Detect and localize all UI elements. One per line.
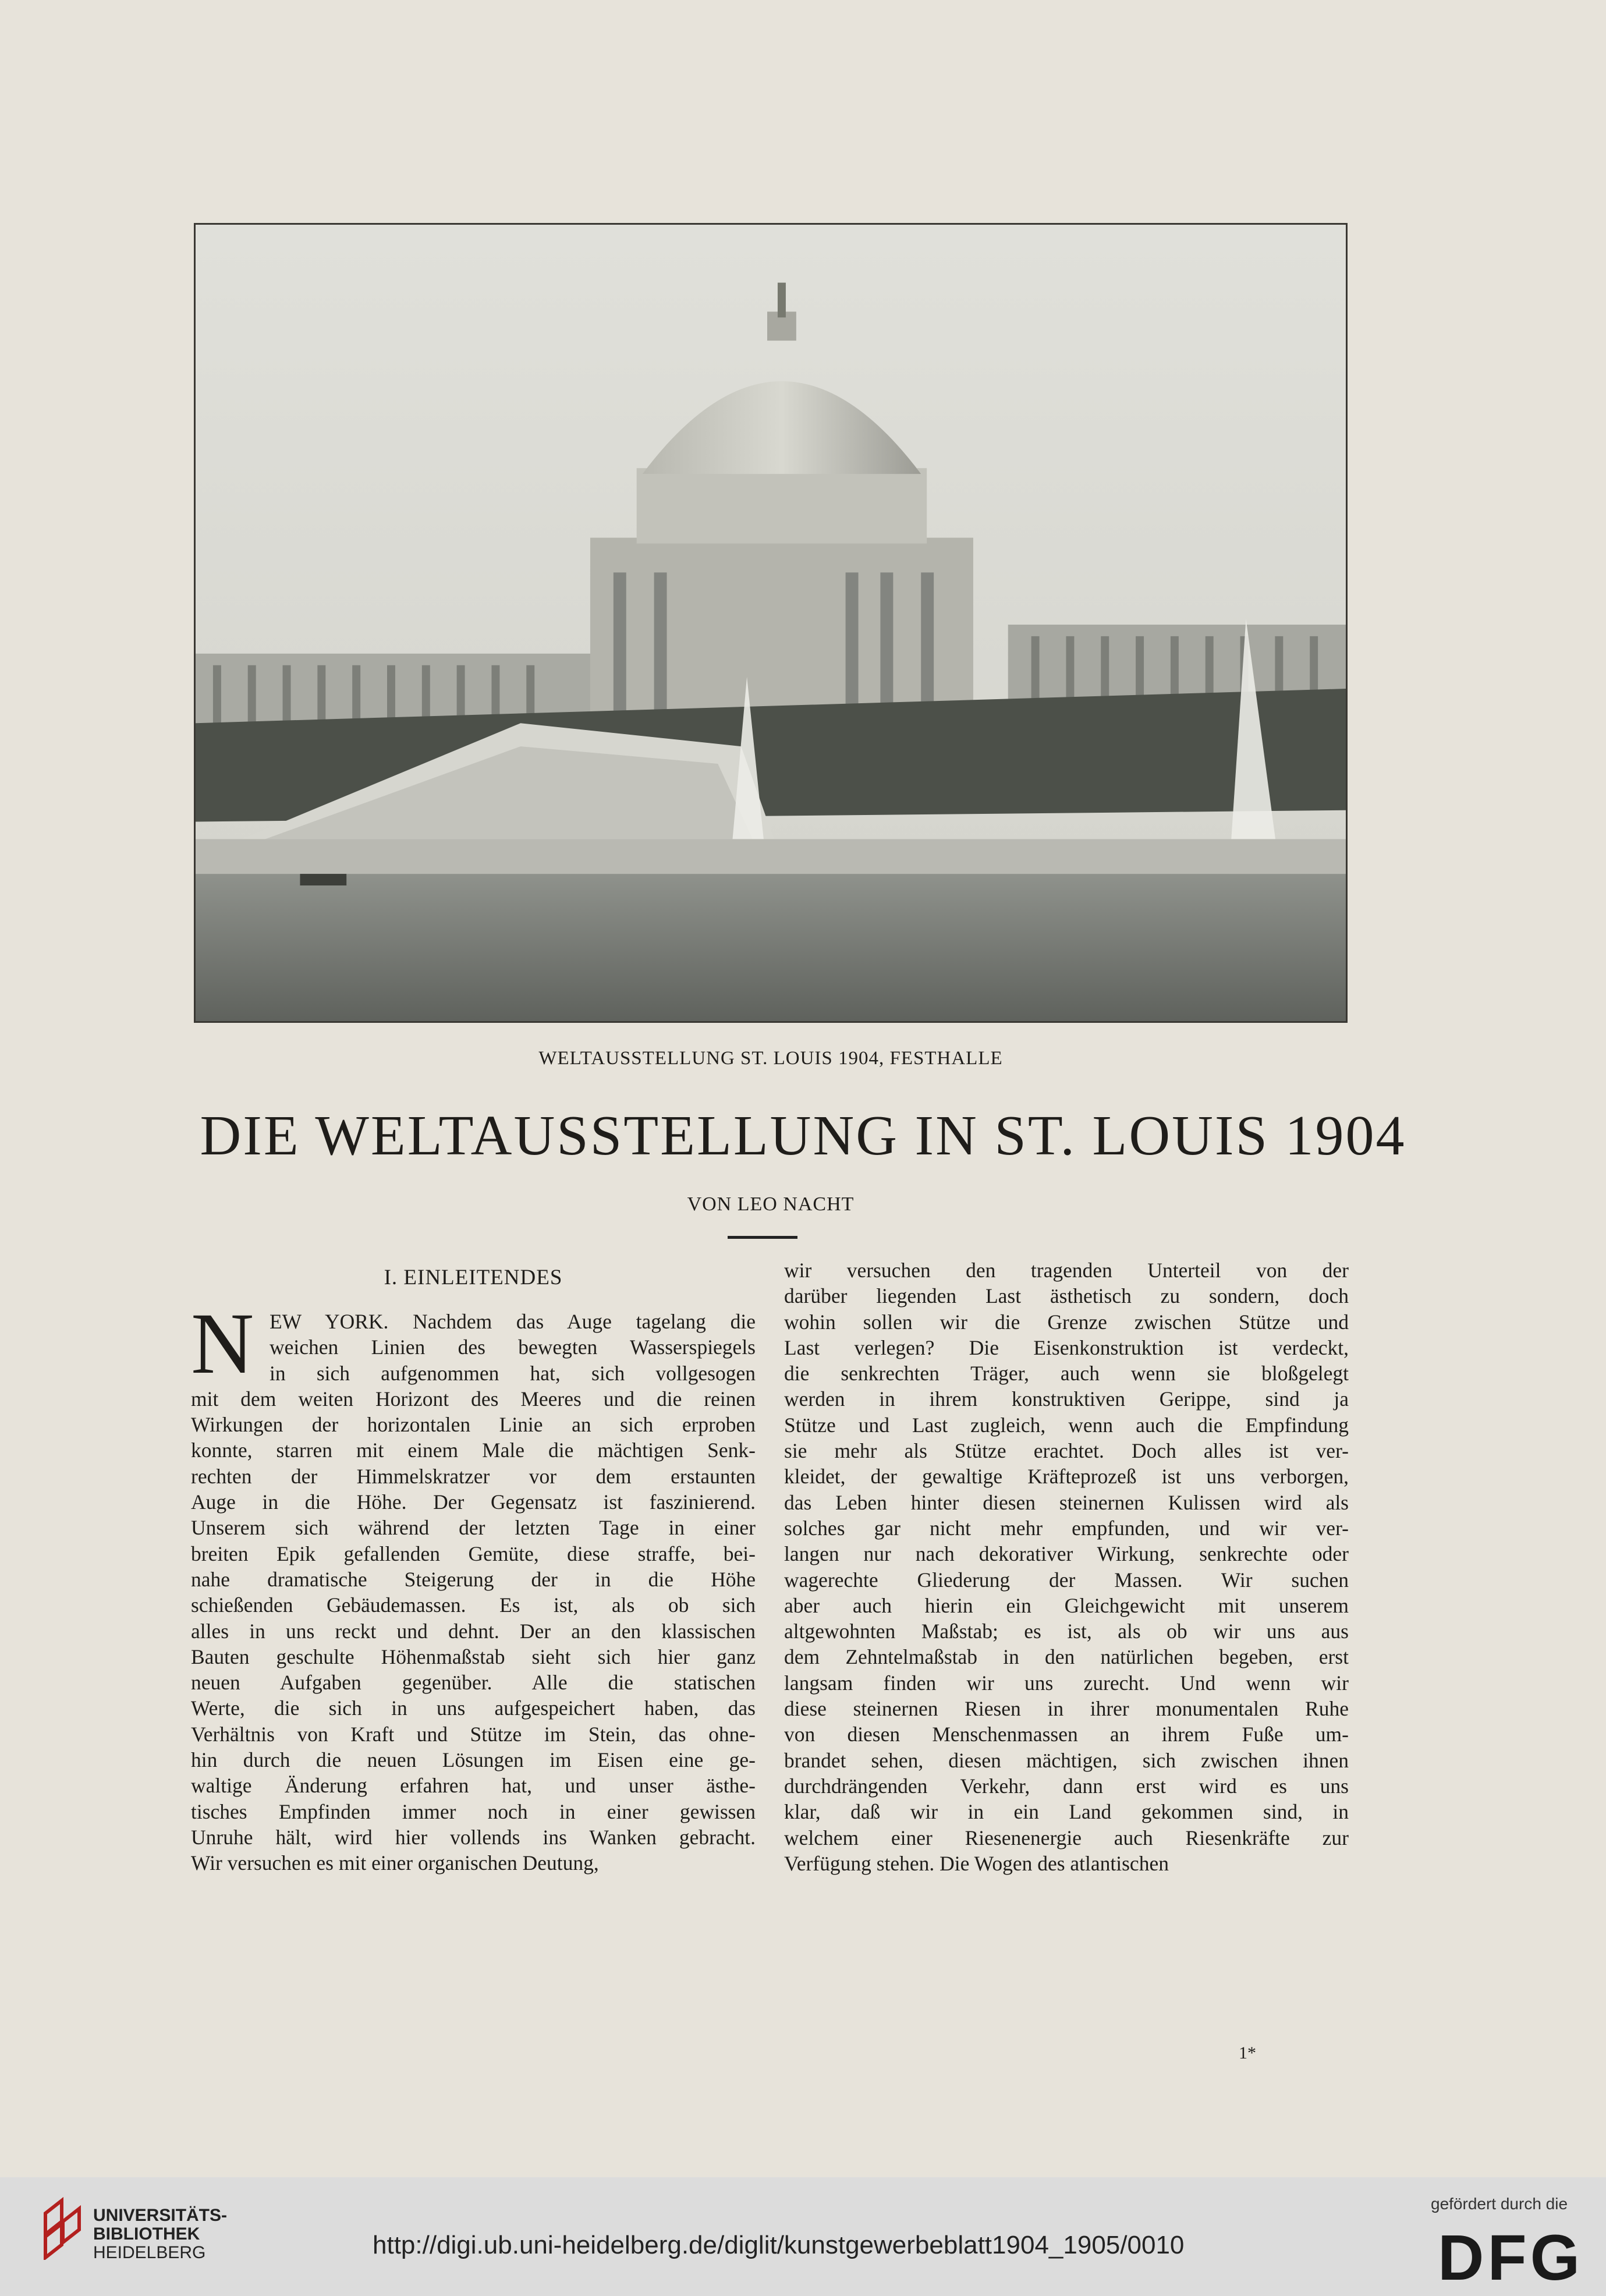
text-line: Wir versuchen es mit einer organischen Deutung, [191,1851,599,1875]
text-line: konnte, starren mit einem Male die mächtigen Senk- [191,1438,756,1462]
text-line: welchem einer Riesenenergie auch Riesenkräfte zur [784,1826,1349,1849]
image-caption: WELTAUSSTELLUNG ST. LOUIS 1904, FESTHALLE [538,1048,1003,1069]
text-line: breiten Epik gefallenden Gemüte, diese straffe, bei- [191,1542,756,1565]
page-number: 1* [1239,2043,1256,2063]
festhalle-photo-illustration [196,225,1346,1021]
library-name [93,2206,227,2262]
text-line: Unserem sich während der letzten Tage in einer [191,1516,756,1540]
library-name-line-3: HEIDELBERG [93,2243,206,2262]
right-column [784,1257,1349,1876]
text-line: waltige Änderung erfahren hat, und unser ästhe- [191,1774,756,1798]
text-line: Last verlegen? Die Eisenkonstruktion ist verdeckt, [784,1335,1349,1359]
text-line: alles in uns reckt und dehnt. Der an den klassischen [191,1619,756,1643]
text-line: darüber liegenden Last ästhetisch zu sondern, doch [784,1284,1349,1308]
text-line: wagerechte Gliederung der Massen. Wir suchen [784,1568,1349,1592]
text-line: von diesen Menschenmassen an ihrem Fuße um- [784,1723,1349,1746]
title-divider [728,1236,797,1239]
text-line: schießenden Gebäudemassen. Es ist, als ob sich [191,1593,756,1617]
text-line: Auge in die Höhe. Der Gegensatz ist faszinierend. [191,1490,756,1514]
text-line: in sich aufgenommen hat, sich vollgesogen [270,1361,756,1385]
text-line: dem Zehntelmaßstab in den natürlichen begeben, erst [784,1645,1349,1669]
text-line: Stütze und Last zugleich, wenn auch die Empfindung [784,1413,1349,1437]
text-line: werden in ihrem konstruktiven Gerippe, sind ja [784,1387,1349,1411]
text-line: Verhältnis von Kraft und Stütze im Stein, das ohne- [191,1722,756,1746]
text-line: langen nur nach dekorativer Wirkung, senkrechte oder [784,1542,1349,1566]
text-line: aber auch hierin ein Gleichgewicht mit unserem [784,1593,1349,1617]
text-line: mit dem weiten Horizont des Meeres und die reinen [191,1387,756,1411]
text-line: rechten der Himmelskratzer vor dem erstaunten [191,1464,756,1488]
text-line: nahe dramatische Steigerung der in die Höhe [191,1567,756,1591]
text-line: solches gar nicht mehr empfunden, und wir ver- [784,1516,1349,1540]
text-line: die senkrechten Träger, auch wenn sie bloßgelegt [784,1362,1349,1386]
left-column [191,1257,756,1876]
text-line: Unruhe hält, wird hier vollends ins Wanken gebracht. [191,1825,756,1849]
text-line: Wirkungen der horizontalen Linie an sich erproben [191,1413,756,1437]
text-line: hin durch die neuen Lösungen im Eisen eine ge- [191,1748,756,1772]
text-line: sie mehr als Stütze erachtet. Doch alles ist ver- [784,1439,1349,1463]
text-line: Verfügung stehen. Die Wogen des atlantischen [784,1851,1169,1875]
text-line: klar, daß wir in ein Land gekommen sind, in [784,1800,1349,1824]
text-line: wir versuchen den tragenden Unterteil von der [784,1259,1349,1282]
text-line: EW YORK. Nachdem das Auge tagelang die [270,1310,756,1333]
permalink-url[interactable]: http://digi.ub.uni-heidelberg.de/diglit/kunstgewerbeblatt1904_1905/0010 [373,2231,1185,2259]
university-library-logo-icon [41,2196,84,2263]
text-line: altgewohnten Maßstab; es ist, als ob wir uns aus [784,1620,1349,1643]
article-title: DIE WELTAUSSTELLUNG IN ST. LOUIS 1904 [200,1104,1406,1167]
article-byline: VON LEO NACHT [687,1193,855,1215]
lead-paragraph [191,1295,756,1876]
funded-by-label: gefördert durch die [1431,2195,1568,2213]
text-line: langsam finden wir uns zurecht. Und wenn wir [784,1671,1349,1695]
text-line: kleidet, der gewaltige Kräfteprozeß ist uns verborgen, [784,1465,1349,1489]
text-line: weichen Linien des bewegten Wasserspiegels [270,1335,756,1359]
text-line: brandet sehen, diesen mächtigen, sich zwischen ihnen [784,1748,1349,1772]
text-line: wohin sollen wir die Grenze zwischen Stütze und [784,1310,1349,1334]
library-name-line-1: UNIVERSITÄTS- [93,2206,228,2225]
dfg-logo: DFG [1438,2222,1584,2294]
text-line: Werte, die sich in uns aufgespeichert haben, das [191,1696,756,1720]
festhalle-photograph [194,223,1348,1023]
text-line: tisches Empfinden immer noch in einer gewissen [191,1799,756,1823]
text-line: diese steinernen Riesen in ihrer monumentalen Ruhe [784,1697,1349,1721]
text-line: das Leben hinter diesen steinernen Kulissen wird als [784,1490,1349,1514]
library-name-line-2: BIBLIOTHEK [93,2224,200,2244]
text-line: Bauten geschulte Höhenmaßstab sieht sich hier ganz [191,1645,756,1668]
text-line: neuen Aufgaben gegenüber. Alle die statischen [191,1671,756,1695]
text-line: durchdrängenden Verkehr, dann erst wird es uns [784,1774,1349,1798]
drop-cap: N [191,1295,254,1392]
section-heading: I. EINLEITENDES [384,1266,563,1289]
